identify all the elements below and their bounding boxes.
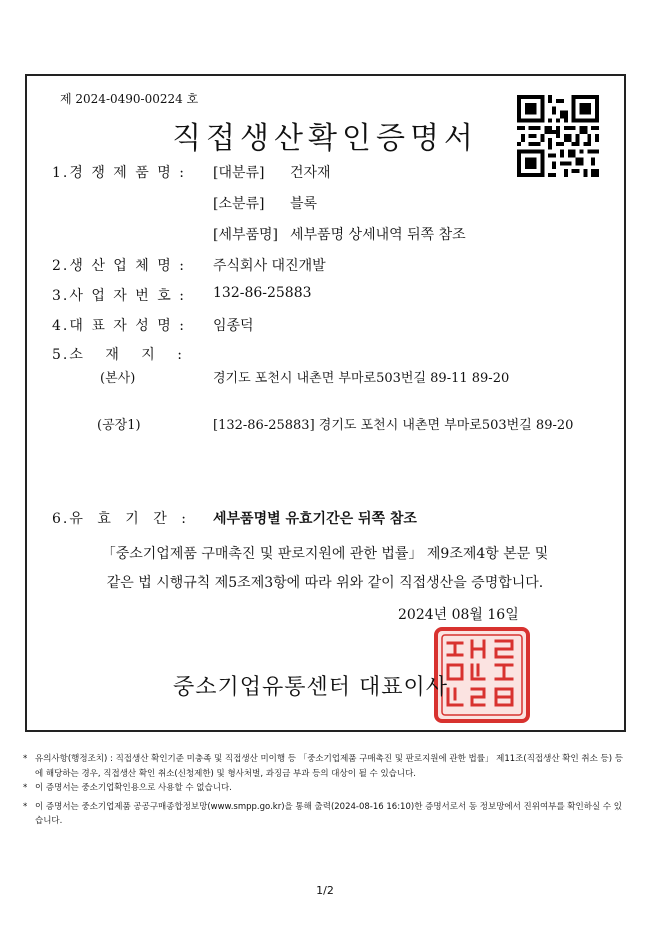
note-item: [23, 752, 628, 781]
validity-label: 6.유 효 기 간 :: [52, 511, 188, 527]
page-number: 1/2: [316, 884, 334, 897]
ceo-value: 임종덕: [213, 318, 254, 334]
note-item: [23, 781, 628, 796]
detail-category-value: 세부품명 상세내역 뒤쪽 참조: [290, 227, 466, 243]
business-number-label: 3.사 업 자 번 호 :: [52, 288, 186, 304]
business-number-value: 132-86-25883: [213, 285, 312, 301]
statement-line-1: 「중소기업제품 구매촉진 및 판로지원에 관한 법률」 제9조제4항 본문 및: [101, 546, 549, 562]
note-bullet: *: [23, 754, 28, 764]
certificate-title: 직접생산확인증명서: [172, 121, 478, 156]
factory-address: [132-86-25883] 경기도 포천시 내촌면 부마로503번길 89-20: [213, 418, 574, 433]
note-item: [23, 800, 628, 829]
location-label: 5.소 재 지 :: [52, 347, 184, 363]
official-seal-icon: [434, 627, 530, 723]
detail-category-label: [세부품명]: [213, 227, 279, 243]
ceo-label: 4.대 표 자 성 명 :: [52, 318, 186, 334]
issue-date: 2024년 08월 16일: [398, 607, 519, 623]
product-label: 1.경 쟁 제 품 명 :: [52, 165, 186, 181]
major-category-value: 건자재: [290, 165, 331, 181]
notes-section: [23, 752, 628, 829]
factory-label: (공장1): [97, 418, 141, 433]
hq-label: (본사): [100, 371, 136, 386]
company-value: 주식회사 대진개발: [213, 258, 326, 274]
validity-value: 세부품명별 유효기간은 뒤쪽 참조: [213, 511, 417, 527]
note-text: 유의사항(행정조치) : 직접생산 확인기준 미충족 및 직접생산 미이행 등 「중소기업제품 구매촉진 및 판로지원에 관한 법률」 제11조(직접생산 확인 취소 등) 등에 해당하는 경우, 직접생산 확인 취소(신청제한) 및 형사처벌, 과징금 부과 등의 대상이 될 수 있습니다.: [35, 754, 623, 779]
note-text: 이 증명서는 중소기업제품 공공구매종합정보망(www.smpp.go.kr)을 통해 출력(2024-08-16 16:10)한 증명서로서 동 정보망에서 진위여부를 확인하실 수 있습니다.: [35, 801, 622, 826]
note-bullet: *: [23, 801, 28, 812]
issuer-name: 중소기업유통센터 대표이사: [173, 675, 449, 700]
note-bullet: *: [23, 783, 28, 793]
company-label: 2.생 산 업 체 명 :: [52, 258, 186, 274]
minor-category-value: 블록: [290, 196, 318, 212]
document-number: 제 2024-0490-00224 호: [60, 92, 199, 106]
statement-line-2: 같은 법 시행규칙 제5조제3항에 따라 위와 같이 직접생산을 증명합니다.: [106, 575, 544, 591]
major-category-label: [대분류]: [213, 165, 265, 181]
minor-category-label: [소분류]: [213, 196, 265, 212]
hq-address: 경기도 포천시 내촌면 부마로503번길 89-11 89-20: [213, 371, 510, 386]
note-text: 이 증명서는 중소기업확인용으로 사용할 수 없습니다.: [35, 783, 232, 793]
